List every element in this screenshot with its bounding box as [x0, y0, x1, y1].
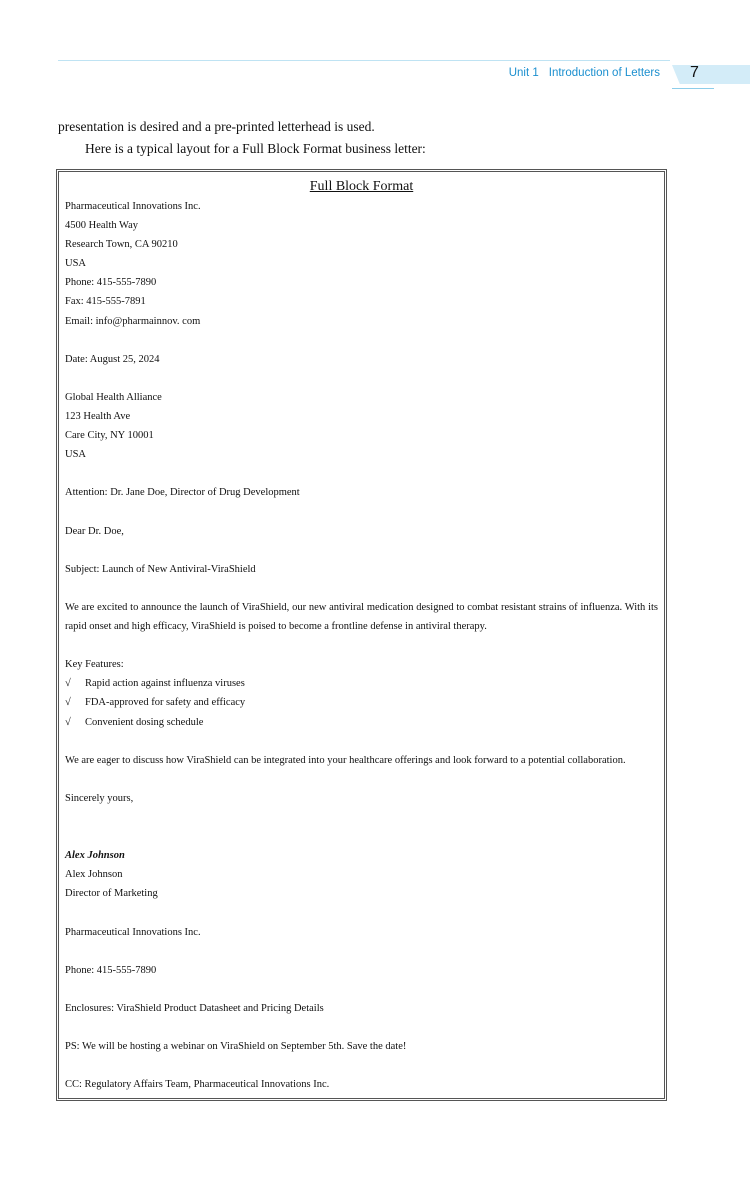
letter-body — [65, 197, 658, 1094]
intro-text — [58, 116, 678, 160]
enclosures-line: Enclosures: ViraShield Product Datasheet and Pricing Details — [65, 1002, 324, 1014]
signer-company: Pharmaceutical Innovations Inc. — [65, 926, 201, 938]
sender-line: Pharmaceutical Innovations Inc. — [65, 201, 201, 212]
recipient-line: Care City, NY 10001 — [65, 430, 154, 442]
check-mark-icon: √ — [65, 697, 71, 709]
intro-line-2: Here is a typical layout for a Full Block Format business letter: — [85, 141, 426, 156]
signer-title: Director of Marketing — [65, 888, 158, 900]
body-paragraph: We are excited to announce the launch of ViraShield, our new antiviral medication designed to combat resistant strains of influenza. With its rapid onset and high efficacy, ViraShield is poised to become a frontline defense in antiviral therapy. — [65, 601, 658, 633]
sender-line: USA — [65, 258, 87, 270]
feature-item — [65, 674, 658, 693]
letter-example-box — [56, 169, 667, 1101]
sender-line: Phone: 415-555-7890 — [65, 277, 157, 289]
running-header — [509, 67, 660, 79]
subject-line: Subject: Launch of New Antiviral-ViraShield — [65, 563, 256, 575]
feature-text: FDA-approved for safety and efficacy — [85, 697, 246, 709]
letter-title — [59, 179, 664, 195]
signature: Alex Johnson — [65, 850, 125, 862]
signer-phone: Phone: 415-555-7890 — [65, 964, 157, 976]
intro-line-1: presentation is desired and a pre-printed letterhead is used. — [58, 119, 375, 134]
page-tab-underline — [672, 88, 714, 89]
unit-title: Introduction of Letters — [548, 67, 660, 79]
page-number-tab — [672, 65, 750, 84]
feature-item — [65, 693, 658, 712]
salutation: Dear Dr. Doe, — [65, 525, 124, 537]
recipient-line: Global Health Alliance — [65, 391, 162, 403]
ps-line: PS: We will be hosting a webinar on ViraShield on September 5th. Save the date! — [65, 1041, 407, 1053]
feature-item — [65, 713, 658, 732]
feature-text: Rapid action against influenza viruses — [85, 678, 245, 690]
check-mark-icon: √ — [65, 678, 71, 690]
sender-line: 4500 Health Way — [65, 220, 139, 232]
page-number: 7 — [690, 64, 699, 81]
signer-name: Alex Johnson — [65, 869, 123, 881]
sender-line: Email: info@pharmainnov. com — [65, 315, 201, 327]
header-rule — [58, 60, 670, 61]
check-mark-icon: √ — [65, 716, 71, 728]
closing-paragraph: We are eager to discuss how ViraShield can be integrated into your healthcare offerings and look forward to a potential collaboration. — [65, 754, 626, 766]
cc-line: CC: Regulatory Affairs Team, Pharmaceutical Innovations Inc. — [65, 1079, 330, 1091]
complimentary-close: Sincerely yours, — [65, 792, 134, 804]
feature-text: Convenient dosing schedule — [85, 716, 204, 728]
attention-line: Attention: Dr. Jane Doe, Director of Drug Development — [65, 487, 300, 499]
sender-line: Fax: 415-555-7891 — [65, 296, 146, 308]
recipient-line: 123 Health Ave — [65, 411, 131, 423]
letter-title-text: Full Block Format — [309, 179, 414, 194]
recipient-line: USA — [65, 449, 87, 461]
sender-line: Research Town, CA 90210 — [65, 239, 178, 251]
unit-label: Unit 1 — [508, 67, 539, 79]
features-heading: Key Features: — [65, 659, 124, 671]
letter-date: Date: August 25, 2024 — [65, 353, 160, 365]
